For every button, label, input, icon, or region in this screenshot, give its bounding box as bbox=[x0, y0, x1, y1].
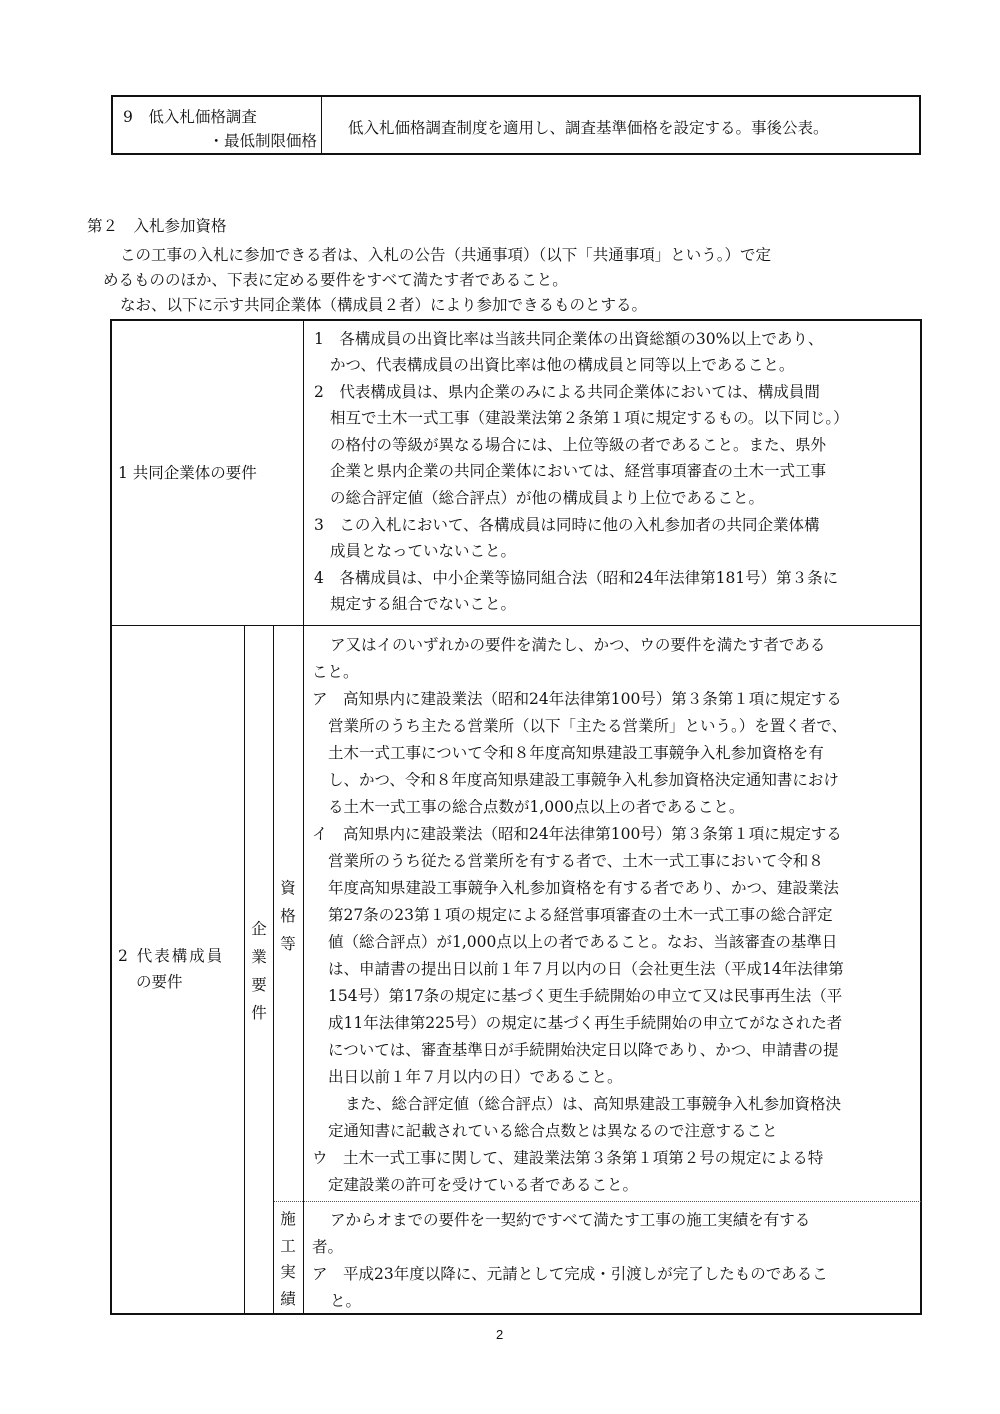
perf-line: ア 平成23年度以降に、元請として完成・引渡しが完了したものであるこ bbox=[312, 1265, 828, 1283]
qual-line: 出日以前１年７月以内の日）であること。 bbox=[328, 1068, 623, 1086]
qual-char: 格 bbox=[280, 907, 296, 925]
row1-line: 成員となっていないこと。 bbox=[330, 542, 517, 560]
qual-line: ア 高知県内に建設業法（昭和24年法律第100号）第３条第１項に規定する bbox=[312, 690, 842, 708]
perf-line: 者。 bbox=[312, 1238, 344, 1256]
qual-line: 値（総合評点）が1,000点以上の者であること。なお、当該審査の基準日 bbox=[328, 933, 838, 951]
qual-line: る土木一式工事の総合点数が1,000点以上の者であること。 bbox=[328, 798, 745, 816]
low-bid-table bbox=[111, 95, 921, 155]
qual-char: 資 bbox=[280, 879, 296, 897]
qual-line: 土木一式工事について令和８年度高知県建設工事競争入札参加資格を有 bbox=[328, 744, 824, 762]
qual-line: 営業所のうち主たる営業所（以下「主たる営業所」という。）を置く者で、 bbox=[328, 717, 847, 735]
row2-label-line2: の要件 bbox=[136, 973, 183, 991]
qual-line: し、かつ、令和８年度高知県建設工事競争入札参加資格決定通知書におけ bbox=[328, 771, 839, 789]
qual-line: については、審査基準日が手続開始決定日以降であり、かつ、申請書の提 bbox=[328, 1041, 839, 1059]
row1-line: 2 代表構成員は、県内企業のみによる共同企業体においては、構成員間 bbox=[314, 383, 820, 401]
row1-line: 相互で土木一式工事（建設業法第２条第１項に規定するもの。以下同じ。） bbox=[330, 409, 849, 427]
row1-line: 4 各構成員は、中小企業等協同組合法（昭和24年法律第181号）第３条に bbox=[314, 569, 839, 587]
table-row-divider bbox=[111, 625, 921, 626]
qual-char: 等 bbox=[280, 935, 296, 953]
qual-line: ウ 土木一式工事に関して、建設業法第３条第１項第２号の規定による特 bbox=[312, 1149, 824, 1167]
row1-line: かつ、代表構成員の出資比率は他の構成員と同等以上であること。 bbox=[330, 356, 795, 374]
company-req-char: 要 bbox=[251, 976, 267, 994]
perf-char: 工 bbox=[280, 1236, 296, 1255]
intro-line-3: なお、以下に示す共同企業体（構成員２者）により参加できるものとする。 bbox=[120, 296, 648, 314]
row1-label: 1 共同企業体の要件 bbox=[118, 464, 257, 482]
perf-char: 実 bbox=[280, 1263, 296, 1281]
company-req-label bbox=[249, 915, 269, 1027]
qual-line: は、申請書の提出日以前１年７月以内の日（会社更生法（平成14年法律第 bbox=[328, 960, 844, 978]
perf-line: アからオまでの要件を一契約ですべて満たす工事の施工実績を有する bbox=[330, 1211, 811, 1229]
qualification-label bbox=[278, 874, 298, 958]
qual-line: こと。 bbox=[312, 663, 359, 681]
row2-col-divider-2 bbox=[273, 626, 274, 1314]
perf-line: と。 bbox=[330, 1292, 362, 1310]
low-bid-label-cell bbox=[113, 97, 322, 153]
page-number: 2 bbox=[496, 1327, 504, 1342]
qual-line: イ 高知県内に建設業法（昭和24年法律第100号）第３条第１項に規定する bbox=[312, 825, 842, 843]
intro-line-1: この工事の入札に参加できる者は、入札の公告（共通事項）（以下「共通事項」という。）で定 bbox=[120, 246, 772, 264]
qual-line: ア又はイのいずれかの要件を満たし、かつ、ウの要件を満たす者である bbox=[330, 636, 826, 654]
intro-line-2: めるもののほか、下表に定める要件をすべて満たす者であること。 bbox=[103, 271, 568, 289]
company-req-char: 件 bbox=[251, 1004, 267, 1022]
qual-line: 営業所のうち従たる営業所を有する者で、土木一式工事において令和８ bbox=[328, 852, 824, 870]
row1-line: 企業と県内企業の共同企業体においては、経営事項審査の土木一式工事 bbox=[330, 462, 827, 480]
low-bid-label-line2: ・最低制限価格 bbox=[208, 132, 317, 150]
table-col-divider bbox=[303, 320, 304, 1314]
low-bid-label-line1: 9 低入札価格調査 bbox=[123, 108, 257, 126]
qual-line: また、総合評定値（総合評点）は、高知県建設工事競争入札参加資格決 bbox=[345, 1095, 842, 1113]
row2-label-line1: 2 代表構成員 bbox=[118, 947, 225, 965]
qual-line: 年度高知県建設工事競争入札参加資格を有する者であり、かつ、建設業法 bbox=[328, 879, 839, 897]
company-req-char: 企 bbox=[251, 920, 267, 938]
qual-line: 第27条の23第１項の規定による経営事項審査の土木一式工事の総合評定 bbox=[328, 906, 833, 924]
row1-line: 1 各構成員の出資比率は当該共同企業体の出資総額の30%以上であり、 bbox=[314, 330, 824, 348]
qual-line: 成11年法律第225号）の規定に基づく再生手続開始の申立てがなされた者 bbox=[328, 1014, 843, 1032]
perf-char: 施 bbox=[280, 1210, 296, 1228]
row1-line: 3 この入札において、各構成員は同時に他の入札参加者の共同企業体構 bbox=[314, 516, 820, 534]
performance-label bbox=[278, 1206, 298, 1312]
low-bid-value: 低入札価格調査制度を適用し、調査基準価格を設定する。事後公表。 bbox=[348, 119, 829, 137]
qual-line: 154号）第17条の規定に基づく更生手続開始の申立て又は民事再生法（平 bbox=[328, 987, 843, 1005]
qual-line: 定通知書に記載されている総合点数とは異なるので注意すること bbox=[328, 1122, 778, 1140]
row2-sub-divider bbox=[274, 1201, 921, 1202]
row2-col-divider-1 bbox=[244, 626, 245, 1314]
row1-line: の総合評定値（総合評点）が他の構成員より上位であること。 bbox=[330, 489, 765, 507]
perf-char: 績 bbox=[280, 1289, 296, 1308]
company-req-char: 業 bbox=[251, 948, 267, 966]
row1-line: 規定する組合でないこと。 bbox=[330, 595, 517, 613]
qual-line: 定建設業の許可を受けている者であること。 bbox=[328, 1176, 639, 1194]
row1-line: の格付の等級が異なる場合には、上位等級の者であること。また、県外 bbox=[330, 436, 827, 454]
section-heading: 第２ 入札参加資格 bbox=[87, 217, 227, 235]
